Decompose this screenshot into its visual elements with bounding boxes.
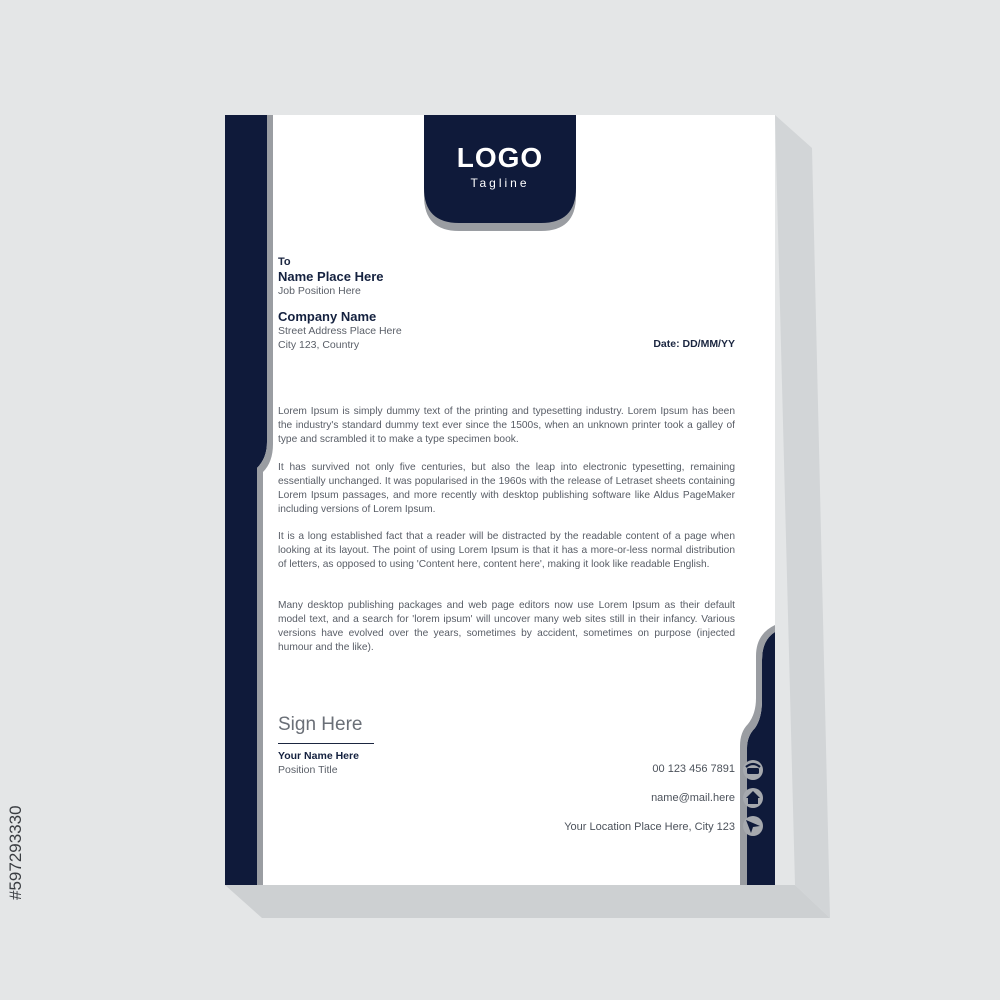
logo-tagline: Tagline [470, 176, 530, 190]
signer-title: Position Title [278, 764, 338, 776]
stock-id-watermark: #597293330 [6, 805, 25, 900]
location-arrow-icon [743, 816, 763, 836]
home-icon [743, 788, 763, 808]
phone-icon [743, 760, 763, 780]
recipient-position: Job Position Here [278, 285, 361, 297]
body-paragraph: Many desktop publishing packages and web page editors now use Lorem Ipsum as their default model text, and a search for 'lorem ipsum' will uncover many web sites still in their infancy. Various versions have evolved over the years, sometimes by accident, sometimes on purpose (injected humour and the like). [278, 600, 735, 653]
company-city: City 123, Country [278, 339, 360, 351]
contact-location: Your Location Place Here, City 123 [564, 821, 735, 833]
contact-phone: 00 123 456 7891 [652, 763, 735, 775]
company-name: Company Name [278, 309, 377, 324]
company-street: Street Address Place Here [278, 325, 402, 337]
signer-name: Your Name Here [278, 750, 359, 762]
body-paragraph: Lorem Ipsum is simply dummy text of the printing and typesetting industry. Lorem Ipsum has been the industry's standard dummy text ever since the 1500s, when an unknown printer took a galley of type and scrambled it to make a type specimen book. [278, 406, 735, 445]
body-paragraph: It has survived not only five centuries, but also the leap into electronic typesetting, remaining essentially unchanged. It was popularised in the 1960s with the release of Letraset sheets containing Lorem Ipsum passages, and more recently with desktop publishing software like Aldus PageMaker including versions of Lorem Ipsum. [278, 462, 735, 515]
body-paragraph: It is a long established fact that a reader will be distracted by the readable content of a page when looking at its layout. The point of using Lorem Ipsum is that it has a more-or-less normal distribution of letters, as opposed to using 'Content here, content here', making it look like readable English. [278, 531, 735, 570]
recipient-name: Name Place Here [278, 269, 384, 284]
logo-wordmark: LOGO [456, 142, 544, 173]
signature-placeholder: Sign Here [278, 714, 363, 735]
signature-line [278, 743, 374, 744]
page-shadow-right [775, 115, 830, 918]
page-shadow [225, 885, 830, 918]
to-label: To [278, 256, 291, 268]
letter-date: Date: DD/MM/YY [653, 338, 735, 350]
contact-email: name@mail.here [651, 792, 735, 804]
